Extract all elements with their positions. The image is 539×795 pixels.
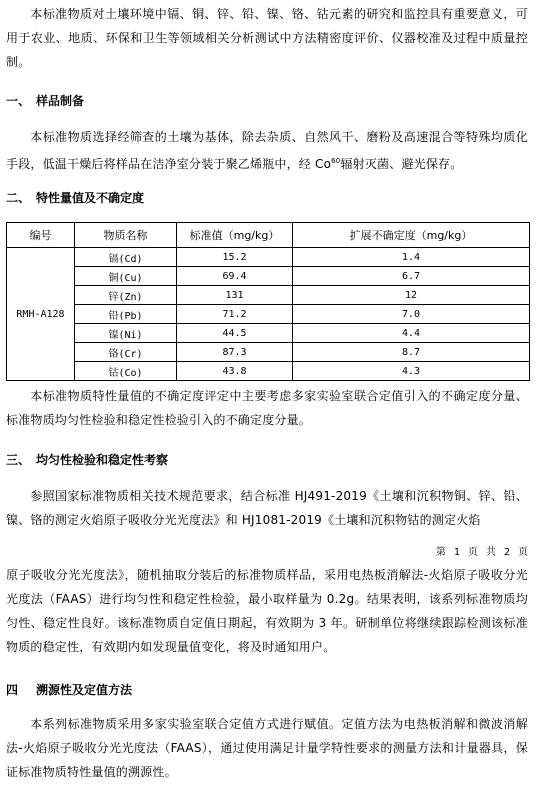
section3-paragraph-page2 [6,563,528,659]
section3-paragraph-page1 [6,484,528,532]
element-name-cell: 钴(Co) [75,362,177,381]
section-number: 三、 [6,453,31,467]
section1-text-end: 辐射灭菌、避光保存。 [340,157,463,171]
uncertainty-cell: 4.3 [293,362,530,381]
uncertainty-cell: 6.7 [293,267,530,286]
section-heading-1 [6,93,84,109]
table-row [7,305,530,324]
uncertainty-cell: 4.4 [293,324,530,343]
property-table [6,222,530,381]
intro-paragraph [6,2,528,74]
standard-value-cell: 69.4 [177,267,293,286]
element-name-cell: 铬(Cr) [75,343,177,362]
header-name: 物质名称 [75,223,177,248]
uncertainty-cell: 8.7 [293,343,530,362]
section4-paragraph [6,712,528,784]
note-text: 本标准物质特性量值的不确定度评定中主要考虑多家实验室联合定值引入的不确定度分量、标准物质均匀性检验和稳定性检验引入的不确定度分量。 [6,389,528,427]
section-title: 均匀性检验和稳定性考察 [36,453,169,467]
standard-value-cell: 44.5 [177,324,293,343]
section1-text: 本标准物质选择经筛查的土壤为基体，除去杂质、自然风干、磨粉及高速混合等特殊均质化手段，低温干燥后将样品在洁净室分装于聚乙烯瓶中，经 Co [6,130,528,171]
element-name-cell: 铜(Cu) [75,267,177,286]
sample-id-cell: RMH-A128 [7,248,75,381]
section-number: 一、 [6,94,31,108]
standard-value-cell: 87.3 [177,343,293,362]
uncertainty-cell: 12 [293,286,530,305]
section-number: 二、 [6,191,31,205]
section-heading-2 [6,190,144,206]
header-id: 编号 [7,223,75,248]
intro-text-2: 可用于农业、地质、环保和卫生等领域相关分析测试中方法精密度评价、仪器校准及过程中质量控制。 [6,7,528,69]
standard-value-cell: 43.8 [177,362,293,381]
uncertainty-cell: 1.4 [293,248,530,267]
section-title: 特性量值及不确定度 [36,191,145,205]
section-number: 四 [6,683,19,697]
table-row [7,286,530,305]
intro-text-1: 本标准物质对土壤环境中镉、铜、锌、铅、镍、铬、钴元素的研究和监控具有重要意义， [30,7,516,21]
table-row [7,362,530,381]
standard-value-cell: 71.2 [177,305,293,324]
page-number: 第 1 页 共 2 页 [435,547,529,558]
element-name-cell: 锌(Zn) [75,286,177,305]
table-row [7,324,530,343]
table-row [7,343,530,362]
element-name-cell: 镉(Cd) [75,248,177,267]
table-header-row [7,223,530,248]
section-heading-3 [6,452,168,468]
element-name-cell: 铅(Pb) [75,305,177,324]
uncertainty-cell: 7.0 [293,305,530,324]
standard-value-cell: 15.2 [177,248,293,267]
section-title: 样品制备 [36,94,85,108]
section1-paragraph [6,125,528,176]
section-heading-4 [6,682,132,698]
standard-value-cell: 131 [177,286,293,305]
uncertainty-note [6,384,528,432]
section4-text: 本系列标准物质采用多家实验室联合定值方式进行赋值。定值方法为电热板消解和微波消解法-火焰原子吸收分光光度法（FAAS），通过使用满足计量学特性要求的测量方法和计量器具，保证标准物质特性量值的溯源性。 [6,717,528,779]
section-title: 溯源性及定值方法 [36,683,133,697]
table-row [7,248,530,267]
table-row [7,267,530,286]
isotope-superscript: 60 [331,157,341,165]
header-value: 标准值（mg/kg） [177,223,293,248]
header-uncertainty: 扩展不确定度（mg/kg） [293,223,530,248]
section3-text-continued: 原子吸收分光光度法》，随机抽取分装后的标准物质样品，采用电热板消解法-火焰原子吸收分光光度法（FAAS）进行均匀性和稳定性检验，最小取样量为 0.2g。结果表明，该系列标准物质均匀性、稳定性良好。该标准物质自定值日期起，有效期为 3 年。研制单位将继续跟踪检测该标准物质的稳定性，有效期内如发现量值变化，将及时通知用户。 [6,568,528,654]
element-name-cell: 镍(Ni) [75,324,177,343]
section3-text: 参照国家标准物质相关技术规范要求，结合标准 HJ491-2019《土壤和沉积物铜、锌、铅、镍、铬的测定火焰原子吸收分光光度法》和 HJ1081-2019《土壤和沉积物钴的测定火焰 [6,489,528,527]
